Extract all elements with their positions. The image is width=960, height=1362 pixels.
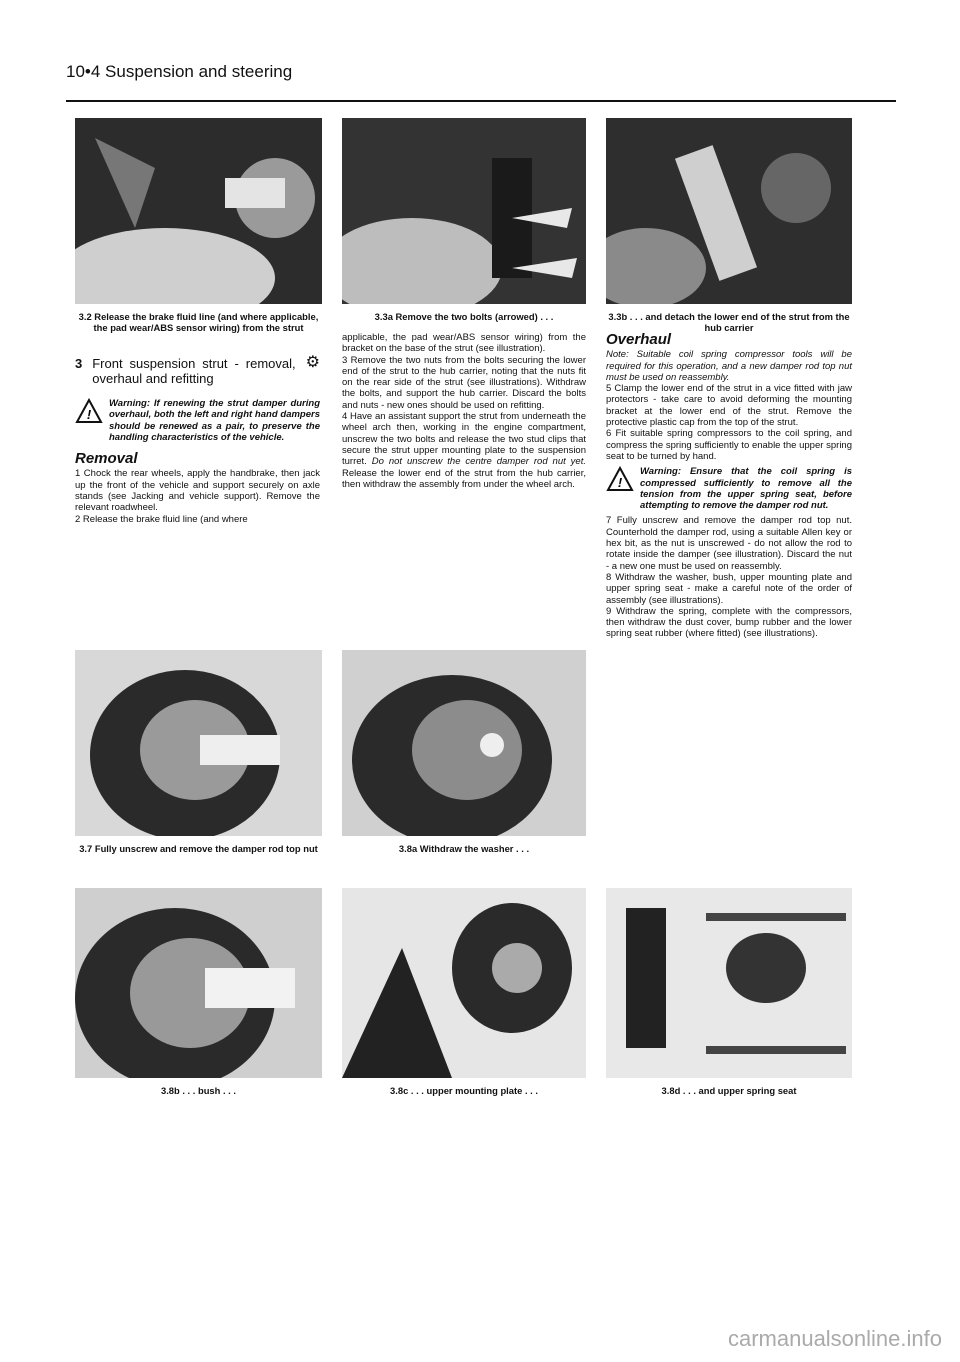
caption-3-8b: 3.8b . . . bush . . . [160, 1085, 236, 1096]
watermark: carmanualsonline.info [727, 1326, 942, 1351]
overhaul-note: Note: Suitable coil spring compressor tools will be required for this operation, and a new damper rod top nut must be used on reassembly. [606, 349, 852, 383]
section-title: Front suspension strut - removal, overhaul and refitting [92, 356, 296, 386]
text-column-3 [606, 332, 852, 640]
photo-3-8b [75, 888, 322, 1078]
svg-text:!: ! [86, 407, 92, 422]
caption-3-8c: 3.8c . . . upper mounting plate . . . [390, 1085, 538, 1096]
caption-3-8a: 3.8a Withdraw the washer . . . [398, 843, 530, 854]
step-7: 7 Fully unscrew and remove the damper rod top nut. Counterhold the damper rod, using a suitable Allen key or hex bit, as the nut is unscrewed - do not allow the rod to rotate inside the damper (see illustration). Discard the nut - a new one must be used on reassembly. [606, 515, 852, 572]
warning-triangle-icon [75, 398, 103, 424]
caption-3-2: 3.2 Release the brake fluid line (and where applicable, the pad wear/ABS sensor wiring) from the strut [78, 311, 319, 333]
photo-3-8d [606, 888, 852, 1078]
caption-3-3b: 3.3b . . . and detach the lower end of the strut from the hub carrier [608, 311, 850, 333]
step-9: 9 Withdraw the spring, complete with the compressors, then withdraw the dust cover, bump rubber and the lower spring seat rubber (where fitted) (see illustrations). [606, 605, 852, 640]
page-header: 10•4 Suspension and steering [66, 62, 293, 81]
photo-3-3b [606, 118, 852, 304]
warning-text-2: Warning: Ensure that the coil spring is compressed sufficiently to remove all the tension from the upper spring seat, before attempting to remove the damper rod nut. [640, 466, 852, 512]
step-5: 5 Clamp the lower end of the strut in a vice fitted with jaw protectors - take care to avoid deforming the mounting bracket at the lower end of the strut. Remove the protective plastic cap from the top of the strut. [606, 383, 852, 429]
removal-step-2: 2 Release the brake fluid line (and where [75, 513, 248, 525]
step-8: 8 Withdraw the washer, bush, upper mounting plate and upper spring seat - make a careful note of the order of assembly (see illustrations). [606, 571, 852, 606]
removal-step-1: 1 Chock the rear wheels, apply the handbrake, then jack up the front of the vehicle and support securely on axle stands (see Jacking and vehicle support). Remove the relevant roadwheel. [75, 468, 320, 514]
overhaul-heading: Overhaul [606, 331, 672, 348]
difficulty-icon: ⚙ [305, 354, 320, 371]
photo-3-3a [342, 118, 586, 304]
photo-3-8a [342, 650, 586, 836]
removal-heading: Removal [75, 450, 138, 468]
caption-3-3a: 3.3a Remove the two bolts (arrowed) . . . [374, 311, 554, 322]
section-heading [75, 356, 320, 386]
step-6: 6 Fit suitable spring compressors to the coil spring, and compress the spring sufficiently to enable the upper spring seat to be turned by hand. [606, 428, 852, 462]
caption-3-8d: 3.8d . . . and upper spring seat [661, 1085, 797, 1096]
step-2-continued: applicable, the pad wear/ABS sensor wiring) from the bracket on the base of the strut (see illustration). [342, 332, 586, 355]
photo-3-8c [342, 888, 586, 1078]
photo-3-7 [75, 650, 322, 836]
warning-text-1: Warning: If renewing the strut damper during overhaul, both the left and right hand dampers should be renewed as a pair, to preserve the handling characteristics of the vehicle. [109, 398, 320, 443]
text-column-1 [75, 350, 320, 525]
step-4: 4 Have an assistant support the strut from underneath the wheel arch then, working in the engine compartment, unscrew the two bolts and release the two stud clips that secure the strut upper mounting plate to the suspension turret. Do not unscrew the centre damper rod nut yet. Release the lower end of the strut from the hub carrier, then withdraw the assembly from under the wheel arch. [342, 411, 586, 490]
section-number: 3 [75, 356, 83, 371]
warning-block-2 [606, 466, 852, 511]
svg-text:!: ! [617, 475, 623, 491]
step-3: 3 Remove the two nuts from the bolts securing the lower end of the strut to the hub carrier, noting that the nuts fit on the rear side of the strut (see illustrations). Withdraw the bolts, and support the hub carrier. Discard the bolts and nuts - new ones should be used on refitting. [342, 354, 586, 411]
text-column-2 [342, 332, 586, 490]
caption-3-7: 3.7 Fully unscrew and remove the damper rod top nut [79, 843, 318, 854]
warning-block-1 [75, 398, 320, 443]
warning-triangle-icon [606, 466, 634, 492]
photo-3-2 [75, 118, 322, 304]
header-rule [66, 100, 896, 102]
